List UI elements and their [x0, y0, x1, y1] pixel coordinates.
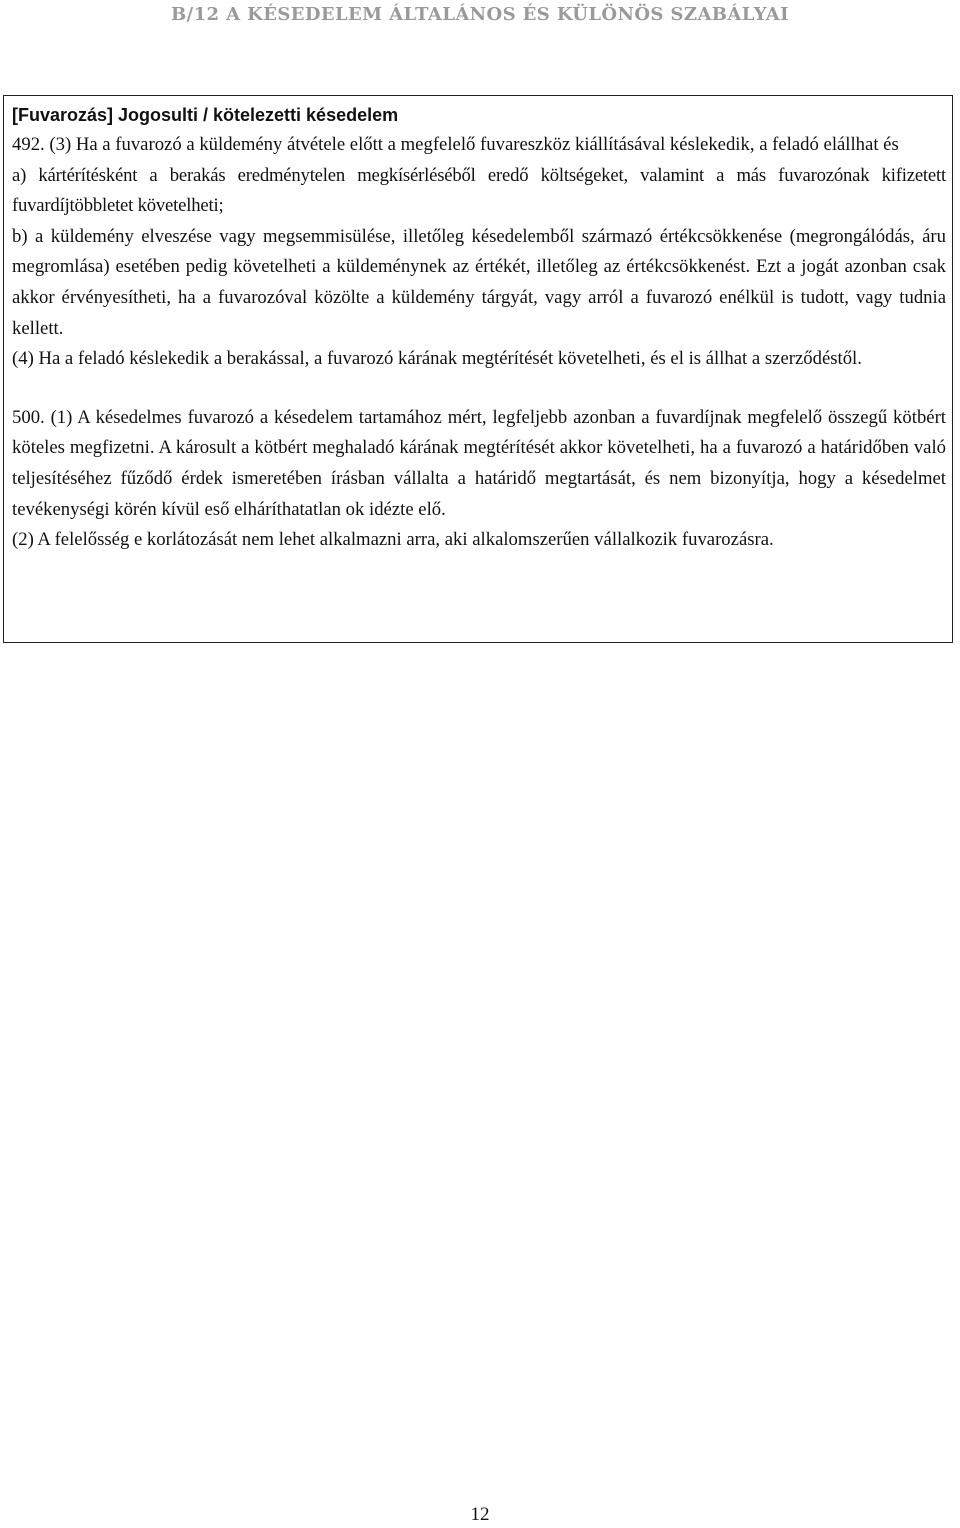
running-header: B/12 A KÉSEDELEM ÁLTALÁNOS ÉS KÜLÖNÖS SZABÁLYAI [171, 4, 789, 25]
content-inner [12, 96, 946, 556]
content-box [3, 95, 953, 643]
paragraph-492-4: (4) Ha a feladó késlekedik a berakással, a fuvarozó kárának megtérítését követelheti, és el is állhat a szerződéstől. [12, 348, 862, 370]
page-number: 12 [470, 1504, 490, 1525]
section-title: [Fuvarozás] Jogosulti / kötelezetti késedelem [12, 105, 399, 125]
paragraph-500-2: (2) A felelősség e korlátozását nem lehet alkalmazni arra, aki alkalomszerűen vállalkozik fuvarozásra. [12, 529, 774, 551]
paragraph-492-3b: b) a küldemény elveszése vagy megsemmisülése, illetőleg késedelemből származó értékcsökkenése (megrongálódás, áru megromlása) esetében pedig követelheti a küldeménynek az értékét, illetőleg az értékcsökkenést. Ezt a jogát azonban csak akkor érvényesítheti, ha a fuvarozóval közölte a küldemény tárgyát, vagy arról a fuvarozó enélkül is tudott, vagy tudnia kellett. [12, 225, 946, 339]
paragraph-492-3a: a) kártérítésként a berakás eredménytelen megkísérléséből eredő költségeket, valamint a más fuvarozónak kifizetett fuvardíjtöbbletet követelheti; [12, 164, 946, 217]
paragraph-500-1: 500. (1) A késedelmes fuvarozó a késedelem tartamához mért, legfeljebb azonban a fuvardíjnak megfelelő összegű kötbért köteles megfizetni. A károsult a kötbért meghaladó kárának megtérítését akkor követelheti, ha a fuvarozó a határidőben való teljesítéséhez fűződő érdek ismeretében írásban vállalta a határidő megtartását, és nem bizonyítja, hogy a késedelmet tevékenységi körén kívül eső elháríthatatlan ok idézte elő. [12, 406, 946, 520]
paragraph-492-3: 492. (3) Ha a fuvarozó a küldemény átvétele előtt a megfelelő fuvareszköz kiállításával késlekedik, a feladó elállhat és [12, 134, 899, 155]
paragraph-gap [12, 375, 946, 403]
